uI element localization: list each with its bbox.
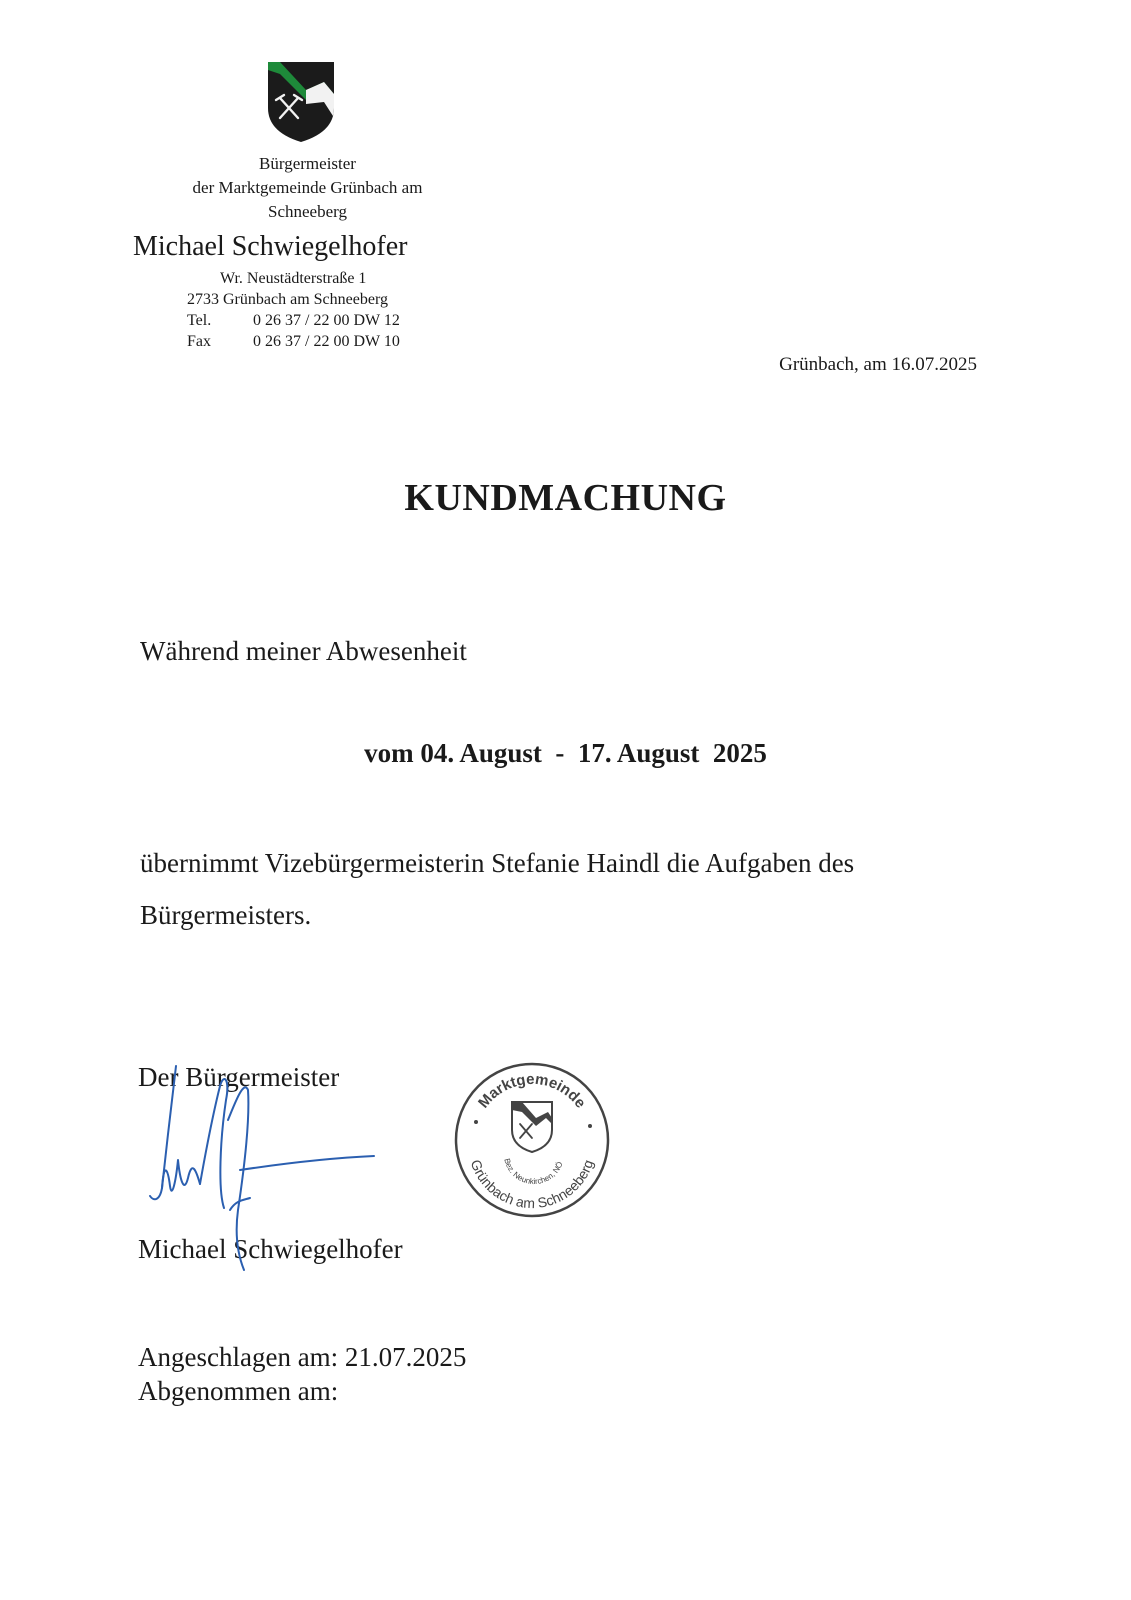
letterhead-municipality: der Marktgemeinde Grünbach am	[192, 178, 423, 197]
removed-date: Abgenommen am:	[138, 1376, 339, 1406]
seal-top-text: Marktgemeinde	[475, 1070, 590, 1112]
body-text-line-1: übernimmt Vizebürgermeisterin Stefanie Haindl die Aufgaben des	[140, 848, 855, 878]
fax-label: Fax	[187, 333, 211, 350]
signature-title: Der Bürgermeister	[138, 1062, 340, 1092]
svg-text:Bez. Neunkirchen, NÖ	[502, 1157, 564, 1186]
document-date: Grünbach, am 16.07.2025	[779, 354, 977, 375]
municipal-seal	[452, 1060, 612, 1220]
absence-period: vom 04. August - 17. August 2025	[364, 738, 767, 768]
tel-label: Tel.	[187, 312, 212, 329]
body-intro: Während meiner Abwesenheit	[140, 636, 467, 666]
fax-value: 0 26 37 / 22 00 DW 10	[253, 333, 400, 350]
posted-date: Angeschlagen am: 21.07.2025	[138, 1342, 467, 1372]
seal-inner-text: Bez. Neunkirchen, NÖ	[502, 1157, 565, 1187]
address-street: Wr. Neustädterstraße 1	[220, 270, 367, 287]
address-city: 2733 Grünbach am Schneeberg	[187, 291, 388, 308]
seal-bottom-text: Grünbach am Schneeberg	[467, 1157, 597, 1212]
letterhead-municipality-cont: Schneeberg	[268, 202, 347, 221]
document-title: KUNDMACHUNG	[404, 477, 727, 519]
letterhead-office: Bürgermeister	[259, 154, 356, 173]
signature-name: Michael Schwiegelhofer	[138, 1234, 403, 1264]
tel-value: 0 26 37 / 22 00 DW 12	[253, 312, 400, 329]
seal-crest-icon	[512, 1102, 552, 1152]
letterhead-mayor-name: Michael Schwiegelhofer	[133, 231, 408, 262]
handwritten-signature	[140, 1060, 390, 1300]
coat-of-arms-icon	[266, 60, 336, 144]
body-text-line-2: Bürgermeisters.	[140, 900, 312, 930]
